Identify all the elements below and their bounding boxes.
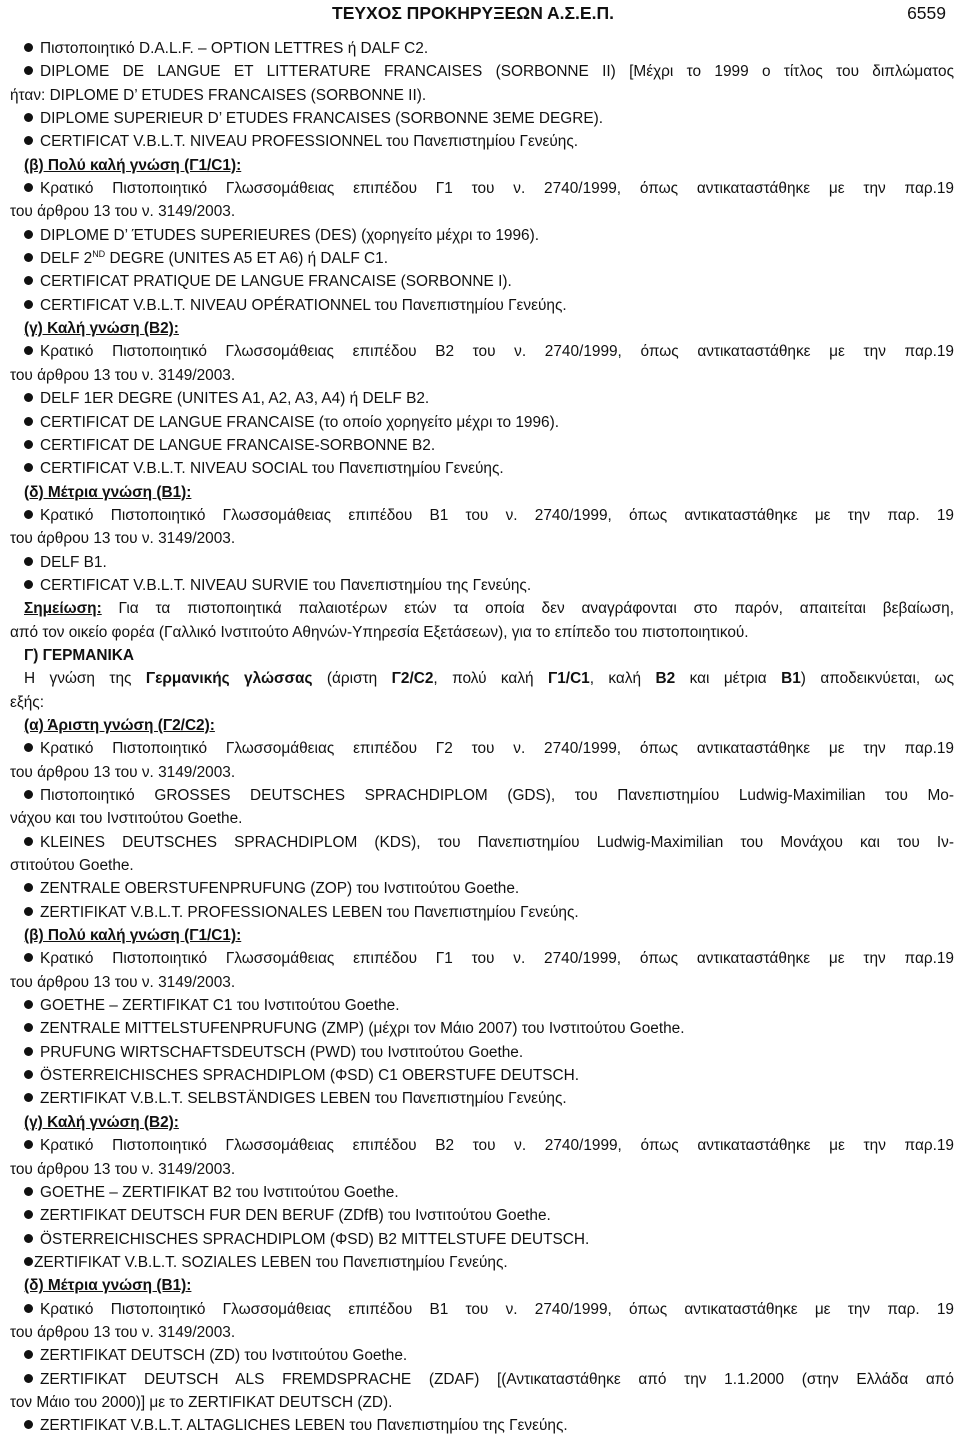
list-item-continuation: στιτούτου Goethe. xyxy=(10,857,134,875)
bullet-icon xyxy=(24,1047,33,1056)
intro-continuation: εξής: xyxy=(10,693,45,711)
list-item: CERTIFICAT PRATIQUE DE LANGUE FRANCAISE (SORBONNE I). xyxy=(10,270,954,293)
state-certificate-item: Κρατικό Πιστοποιητικό Γλωσσομάθειας επιπέδου Β1 του ν. 2740/1999, όπως αντικαταστάθηκε με την παρ. 19 xyxy=(10,504,954,527)
list-item: CERTIFICAT V.B.L.T. NIVEAU SURVIE του Πανεπιστημίου της Γενεύης. xyxy=(10,574,954,597)
list-item-continuation: του άρθρου 13 του ν. 3149/2003. xyxy=(10,973,236,991)
list-item: CERTIFICAT V.B.L.T. NIVEAU PROFESSIONNEL του Πανεπιστημίου Γενεύης. xyxy=(10,130,954,153)
state-certificate-item: Κρατικό Πιστοποιητικό Γλωσσομάθειας επιπέδου Β1 του ν. 2740/1999, όπως αντικαταστάθηκε με την παρ. 19 xyxy=(10,1298,954,1321)
bullet-icon xyxy=(24,510,33,519)
list-item: ÖSTERREICHISCHES SPRACHDIPLOM (ΦSD) B2 MITTELSTUFE DEUTSCH. xyxy=(10,1228,954,1251)
list-item: CERTIFICAT DE LANGUE FRANCAISE (το οποίο χορηγείτο μέχρι το 1996). xyxy=(10,411,954,434)
bullet-icon xyxy=(24,1257,33,1266)
bullet-icon xyxy=(24,183,33,192)
bullet-icon xyxy=(24,300,33,309)
list-item: ZERTIFIKAT V.B.L.T. PROFESSIONALES LEBEN του Πανεπιστημίου Γενεύης. xyxy=(10,901,954,924)
bullet-icon xyxy=(24,1234,33,1243)
bullet-icon xyxy=(24,953,33,962)
bullet-icon xyxy=(24,66,33,75)
list-item-continuation: του άρθρου 13 του ν. 3149/2003. xyxy=(10,366,236,384)
list-item: ZENTRALE OBERSTUFENPRUFUNG (ZOP) του Ινστιτούτου Goethe. xyxy=(10,877,954,900)
list-item: ZENTRALE MITTELSTUFENPRUFUNG (ZMP) (μέχρι τον Μάιο 2007) του Ινστιτούτου Goethe. xyxy=(10,1017,954,1040)
list-item-continuation: του άρθρου 13 του ν. 3149/2003. xyxy=(10,1323,236,1341)
bullet-icon xyxy=(24,440,33,449)
list-item: ÖSTERREICHISCHES SPRACHDIPLOM (ΦSD) C1 OBERSTUFE DEUTSCH. xyxy=(10,1064,954,1087)
list-item: KLEINES DEUTSCHES SPRACHDIPLOM (KDS), του Πανεπιστημίου Ludwig-Maximilian του Μονάχου και του Ιν- xyxy=(10,831,954,854)
bullet-icon xyxy=(24,1304,33,1313)
bullet-icon xyxy=(24,1000,33,1009)
list-item-continuation: ήταν: DIPLOME D’ ETUDES FRANCAISES (SORBONNE II). xyxy=(10,86,427,104)
bullet-icon xyxy=(24,253,33,262)
bullet-icon xyxy=(24,883,33,892)
bullet-icon xyxy=(24,1070,33,1079)
bullet-icon xyxy=(24,136,33,145)
bullet-icon xyxy=(24,1140,33,1149)
list-item: DELF B1. xyxy=(10,551,954,574)
bullet-icon xyxy=(24,557,33,566)
bullet-icon xyxy=(24,463,33,472)
list-item: DELF 1ER DEGRE (UNITES A1, A2, A3, A4) ή DELF B2. xyxy=(10,387,954,410)
level-heading: (α) Άριστη γνώση (Γ2/C2): xyxy=(24,716,215,734)
state-certificate-item: Κρατικό Πιστοποιητικό Γλωσσομάθειας επιπέδου Γ1 του ν. 2740/1999, όπως αντικαταστάθηκε με την παρ.19 xyxy=(10,947,954,970)
bullet-icon xyxy=(24,580,33,589)
bullet-icon xyxy=(24,907,33,916)
bullet-icon xyxy=(24,743,33,752)
level-heading: (δ) Μέτρια γνώση (Β1): xyxy=(24,1277,192,1295)
list-item: DIPLOME SUPERIEUR D’ ETUDES FRANCAISES (SORBONNE 3EME DEGRE). xyxy=(10,107,954,130)
list-item: PRUFUNG WIRTSCHAFTSDEUTSCH (PWD) του Ινστιτούτου Goethe. xyxy=(10,1041,954,1064)
state-certificate-item: Κρατικό Πιστοποιητικό Γλωσσομάθειας επιπέδου Β2 του ν. 2740/1999, όπως αντικαταστάθηκε με την παρ.19 xyxy=(10,340,954,363)
list-item: ZERTIFIKAT V.B.L.T. SOZIALES LEBEN του Πανεπιστημίου Γενεύης. xyxy=(10,1251,954,1274)
list-item-continuation: του άρθρου 13 του ν. 3149/2003. xyxy=(10,530,236,548)
level-heading: (γ) Καλή γνώση (Β2): xyxy=(24,1113,179,1131)
bullet-icon xyxy=(24,113,33,122)
list-item-continuation: νάχου και του Ινστιτούτου Goethe. xyxy=(10,810,243,828)
list-item: GOETHE – ZERTIFIKAT C1 του Ινστιτούτου Goethe. xyxy=(10,994,954,1017)
page-number: 6559 xyxy=(907,3,946,23)
list-item: Πιστοποιητικό GROSSES DEUTSCHES SPRACHDIPLOM (GDS), του Πανεπιστημίου Ludwig-Maximilian του Μο- xyxy=(10,784,954,807)
bullet-icon xyxy=(24,1093,33,1102)
note-label: Σημείωση: xyxy=(24,600,102,618)
bullet-icon xyxy=(24,230,33,239)
bullet-icon xyxy=(24,276,33,285)
list-item: DIPLOME DE LANGUE ET LITTERATURE FRANCAISES (SORBONNE II) [Μέχρι το 1999 ο τίτλος του διπλώματος xyxy=(10,60,954,83)
bullet-icon xyxy=(24,837,33,846)
list-item: CERTIFICAT V.B.L.T. NIVEAU OPÉRATIONNEL του Πανεπιστημίου Γενεύης. xyxy=(10,294,954,317)
level-heading: (γ) Καλή γνώση (Β2): xyxy=(24,320,179,338)
list-item-continuation: του άρθρου 13 του ν. 3149/2003. xyxy=(10,763,236,781)
gazette-title: ΤΕΥΧΟΣ ΠΡΟΚΗΡΥΞΕΩΝ Α.Σ.Ε.Π. xyxy=(332,3,614,23)
bullet-icon xyxy=(24,1374,33,1383)
bullet-icon xyxy=(24,346,33,355)
level-heading: (β) Πολύ καλή γνώση (Γ1/C1): xyxy=(24,156,242,174)
state-certificate-item: Κρατικό Πιστοποιητικό Γλωσσομάθειας επιπέδου Β2 του ν. 2740/1999, όπως αντικαταστάθηκε με την παρ.19 xyxy=(10,1134,954,1157)
level-heading: (δ) Μέτρια γνώση (Β1): xyxy=(24,483,192,501)
list-item: CERTIFICAT V.B.L.T. NIVEAU SOCIAL του Πανεπιστημίου Γενεύης. xyxy=(10,457,954,480)
list-item: ZERTIFIKAT DEUTSCH FUR DEN BERUF (ZDfB) του Ινστιτούτου Goethe. xyxy=(10,1204,954,1227)
bullet-icon xyxy=(24,43,33,52)
state-certificate-item: Κρατικό Πιστοποιητικό Γλωσσομάθειας επιπέδου Γ1 του ν. 2740/1999, όπως αντικαταστάθηκε με την παρ.19 xyxy=(10,177,954,200)
bullet-icon xyxy=(24,1023,33,1032)
list-item: ZERTIFIKAT V.B.L.T. SELBSTÄNDIGES LEBEN του Πανεπιστημίου Γενεύης. xyxy=(10,1087,954,1110)
note-continuation: από τον οικείο φορέα (Γαλλικό Ινστιτούτο Αθηνών-Υπηρεσία Εξετάσεων), για το επίπεδο του πιστοποιητικού. xyxy=(10,623,749,641)
bullet-icon xyxy=(24,393,33,402)
list-item: ZERTIFIKAT DEUTSCH (ZD) του Ινστιτούτου Goethe. xyxy=(10,1344,954,1367)
note-paragraph: Σημείωση: Για τα πιστοποιητικά παλαιοτέρων ετών τα οποία δεν αναγράφονται στο παρόν, απαιτείται βεβαίωση, xyxy=(24,600,954,618)
list-item: CERTIFICAT DE LANGUE FRANCAISE-SORBONNE B2. xyxy=(10,434,954,457)
list-item-continuation: τον Μάιο του 2000)] με το ZERTIFIKAT DEUTSCH (ZD). xyxy=(10,1393,393,1411)
section-title: Γ) ΓΕΡΜΑΝΙΚΑ xyxy=(24,646,134,664)
bullet-icon xyxy=(24,790,33,799)
bullet-icon xyxy=(24,1210,33,1219)
list-item-continuation: του άρθρου 13 του ν. 3149/2003. xyxy=(10,203,236,221)
list-item: GOETHE – ZERTIFIKAT B2 του Ινστιτούτου Goethe. xyxy=(10,1181,954,1204)
page-header xyxy=(10,0,954,24)
bullet-icon xyxy=(24,1350,33,1359)
state-certificate-item: Κρατικό Πιστοποιητικό Γλωσσομάθειας επιπέδου Γ2 του ν. 2740/1999, όπως αντικαταστάθηκε με την παρ.19 xyxy=(10,737,954,760)
list-item: ZERTIFIKAT DEUTSCH ALS FREMDSPRACHE (ZDAF) [(Αντικαταστάθηκε από την 1.1.2000 (στην Ελλάδα από xyxy=(10,1368,954,1391)
list-item: ZERTIFIKAT V.B.L.T. ALTAGLICHES LEBEN του Πανεπιστημίου της Γενεύης. xyxy=(10,1414,954,1437)
list-item: DELF 2ND DEGRE (UNITES A5 ET A6) ή DALF C1. xyxy=(10,247,954,270)
level-heading: (β) Πολύ καλή γνώση (Γ1/C1): xyxy=(24,927,242,945)
intro-paragraph: Η γνώση της Γερμανικής γλώσσας (άριστη Γ2/C2, πολύ καλή Γ1/C1, καλή Β2 και μέτρια Β1) αποδεικνύεται, ως xyxy=(24,670,954,688)
list-item: Πιστοποιητικό D.A.L.F. – OPTION LETTRES ή DALF C2. xyxy=(10,37,954,60)
bullet-icon xyxy=(24,1420,33,1429)
list-item: DIPLOME D’ ΈTUDES SUPERIEURES (DES) (χορηγείτο μέχρι το 1996). xyxy=(10,224,954,247)
bullet-icon xyxy=(24,1187,33,1196)
list-item-continuation: του άρθρου 13 του ν. 3149/2003. xyxy=(10,1160,236,1178)
bullet-icon xyxy=(24,417,33,426)
